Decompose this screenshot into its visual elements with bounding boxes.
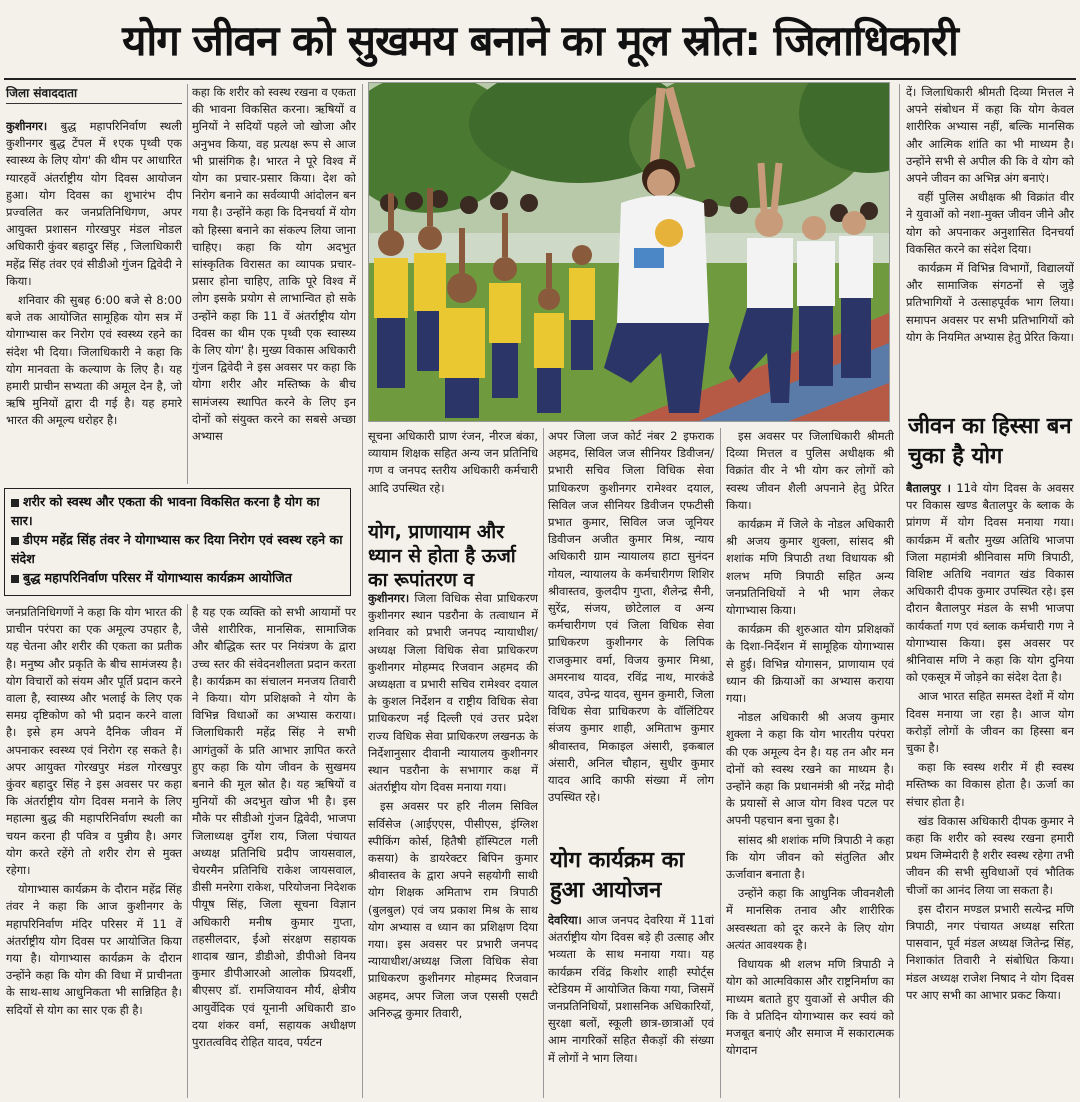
paragraph: खंड विकास अधिकारी दीपक कुमार ने कहा कि शरीर को स्वस्थ रखना हमारी प्रथम जिम्मेदारी है शरीर स्वस्थ रहेगा तभी जीवन की सभी सुविधाओं एवं भौतिक चीजों का आनंद लिया जा सकता है। bbox=[906, 813, 1074, 897]
paragraph-text: आज जनपद देवरिया में 11वां अंतर्राष्ट्रीय योग दिवस बड़े ही उत्साह और भव्यता के साथ मनाया गया। यह कार्यक्रम रविंद्र किशोर शाही स्पोर्ट्स स्टेडियम में आयोजित किया गया, जिसमें जनप्रतिनिधियों, प्रशासनिक अधिकारियों, सुरक्षा बलों, स्कूली छात्र-छात्राओं एवं आम नागरिकों सहित सैकड़ों की संख्या में लोगों ने भाग लिया। bbox=[548, 913, 714, 1065]
paragraph: जनप्रतिनिधिगणों ने कहा कि योग भारत की प्राचीन परंपरा का एक अमूल्य उपहार है, यह चेतना और शरीर की एकता का प्रतीक है। मनुष्य और प्रकृति के बीच सामंजस्य है। योग विचारों को संयम और पूर्ति प्रदान करने वाला है, स्वास्थ्य और भलाई के लिए एक समग्र दृष्टिकोण को भी प्रदान करने वाला है। इसे हम अपने दैनिक जीवन में अपनाकर स्वस्थ्य एवं निरोग रह सकते है। अपर आयुक्त गोरखपुर मंडल गोरखपुर कुंवर बहादुर सिंह ने इस अवसर पर कहा कि अंतर्राष्ट्रीय योग दिवस मनाने के लिए महात्मा बुद्ध की महापरिनिर्वाण स्थली का चयन करना ही पवित्र व पुन्नीय है। अगर योग करते रहेंगे तो शरीर रोग से मुक्त रहेगा। bbox=[6, 605, 182, 878]
paragraph bbox=[368, 590, 538, 796]
headline: योग जीवन को सुखमय बनाने का मूल स्रोत: जिलाधिकारी bbox=[122, 15, 958, 65]
subhead-pranayam: योग, प्राणायाम और ध्यान से होता है ऊर्जा का रूपांतरण व bbox=[368, 521, 516, 591]
dateline: कुशीनगर। bbox=[6, 119, 48, 133]
paragraph: इस अवसर पर जिलाधिकारी श्रीमती दिव्या मित्तल व पुलिस अधीक्षक श्री विक्रांत वीर ने भी योग कर लोगों को स्वस्थ जीवन शैली अपनाने हेतु प्रेरित किया। bbox=[726, 429, 894, 512]
paragraph: कहा कि शरीर को स्वस्थ रखना व एकता की भावना विकसित करना। ऋषियों व मुनियों ने सदियों पहले जो खोजा और अनुभव किया, वह प्रत्यक्ष रूप से आज भी प्रासंगिक है। भारत ने पूरे विश्व में योग का प्रचार-प्रसार किया। देश को निरोग बनाने का सर्वव्यापी आंदोलन बन गया है। उन्होंने कहा कि दिनचर्या में योग को हिस्सा बनाने का संकल्प लिया जाना चाहिए। कहा कि योग अदभुत सांस्कृतिक विरासत का व्यापक प्रचार-प्रसार होना चाहिए, ताकि पूरे विश्व में लोग इसके प्रयोग से लाभान्वित हो सके उन्होंने कहा कि 11 वें अंतर्राष्ट्रीय योग दिवस का थीम एक पृथ्वी एक स्वास्थ्य के लिए योग' है। मुख्य विकास अधिकारी गुंजन द्विवेदी ने इस अवसर पर कहा कि योगा शरीर और मस्तिष्क के बीच सामंजस्य स्थापित करने के लिए इन दोनों को संयुक्त करने का सबसे अच्छा अभ्यास bbox=[192, 85, 356, 444]
column-rule bbox=[899, 84, 900, 1098]
paragraph: आज भारत सहित समस्त देशों में योग दिवस मनाया जा रहा है। आज योग करोड़ों लोगों के जीवन का हिस्सा बन चुका है। bbox=[906, 689, 1074, 756]
paragraph: अपर जिला जज कोर्ट नंबर 2 इफराक अहमद, सिविल जज सीनियर डिवीजन/ प्रभारी सचिव जिला विधिक सेवा प्राधिकरण कुशीनगर रामेश्वर दयाल, सिविल जज सीनियर डिवीजन एफटीसी प्रभात कुमार, सिविल जज जूनियर डिवीजन अजीत कुमार मिश्र, न्याय अधिकारी ग्राम न्यायालय हाटा सुनंदन गोयल, न्यायालय के कर्मचारीगण शिशिर श्रीवास्तव, कुलदीप गुप्ता, शैलेन्द्र सैनी, सुरेंद्र, संजय, छोटेलाल व अन्य कर्मचारीगण एवं जिला विधिक सेवा प्राधिकरण कुशीनगर के लिपिक राजकुमार वर्मा, विजय कुमार मिश्रा, अमरनाथ यादव, रविंद्र नाथ, मारकंडे यादव, उपेन्द्र यादव, सुमन कुमारी, जिला विधिक सेवा प्राधिकरण के वॉलिंटियर संजय कुमार शाही, अमिताभ कुमार श्रीवास्तव, मिकाइल अंसारी, इकबाल अंसारी, अनिल चौहान, सुधीर कुमार यादव आदि काफी संख्या में लोग उपस्थित रहे। bbox=[548, 429, 714, 805]
paragraph: नोडल अधिकारी श्री अजय कुमार शुक्ला ने कहा कि योग भारतीय परंपरा की एक अमूल्य देन है। यह तन और मन दोनों को स्वस्थ रखने का माध्यम है। उन्होंने कहा कि प्रधानमंत्री श्री नरेंद्र मोदी के प्रयासों से आज योग विश्व पटल पर अपनी पहचान बना चुका है। bbox=[726, 710, 894, 828]
paragraph: है यह एक व्यक्ति को सभी आयामों पर जैसे शारीरिक, मानसिक, सामाजिक और बौद्धिक स्तर पर नियंत्रण के द्वारा उच्च स्तर की संवेदनशीलता प्रदान करता है। कार्यक्रम का संचालन मनजय तिवारी ने किया। योग प्रशिक्षको ने योग के विभिन्न विधाओं का अभ्यास कराया। जिलाधिकारी महेंद्र सिंह ने सभी आगंतुकों के प्रति आभार ज्ञापित करते हुए कहा कि योग जीवन के सुखमय बनाने की मूल स्रोत है। यह ऋषियों व मुनियों की अदभुत खोज भी है। इस मौके पर सीडीओ गुंजन द्विवेदी, भाजपा जिलाध्यक्ष दुर्गेश राय, जिला पंचायत अध्यक्ष प्रतिनिधि प्रदीप जायसवाल, चेयरमैन प्रतिनिधि राकेश जायसवाल, डीसी मनरेगा राकेश, परियोजना निदेशक पीयूष सिंह, जिला सूचना विज्ञान अधिकारी मनीष कुमार गुप्ता, तहसीलदार, ईओ संरक्षण सहायक शादाब खान, डीडीओ, डीपीओ विनय कुमार डीपीआरओ आलोक प्रियदर्शी, बीएसए डॉ. रामजियावन मौर्य, क्षेत्रीय आयुर्वेदिक एवं यूनानी अधिकारी डा० दया शंकर वर्मा, सहायक अधीक्षण पुरातत्वविद रोहित यादव, पर्यटन bbox=[192, 605, 356, 1050]
column-rule bbox=[543, 428, 544, 1098]
highlight-text: शरीर को स्वस्थ और एकता की भावना विकसित करना है योग का सार। bbox=[11, 494, 320, 528]
paragraph: इस दौरान मण्डल प्रभारी सत्येन्द्र मणि त्रिपाठी, नगर पंचायत अध्यक्ष सरिता पासवान, पूर्व मंडल अध्यक्ष जितेन्द्र सिंह, निशाकांत तिवारी ने संबोधित किया। मंडल अध्यक्ष राजेश निषाद ने योग दिवस पर आए सभी का आभार प्रकट किया। bbox=[906, 901, 1074, 1002]
yoga-photo-illustration bbox=[369, 83, 889, 421]
paragraph: विधायक श्री शलभ मणि त्रिपाठी ने योग को आत्मविकास और राष्ट्रनिर्माण का माध्यम बताते हुए युवाओं से अपील की कि वे प्रतिदिन योगाभ्यास कर स्वयं को मजबूत बनाएं और समाज में सकारात्मक योगदान bbox=[726, 957, 894, 1058]
highlight-text: डीएम महेंद्र सिंह तंवर ने योगाभ्यास कर दिया निरोग एवं स्वस्थ रहने का संदेश bbox=[11, 532, 343, 566]
paragraph-text: शनिवार की सुबह 6:00 बजे से 8:00 बजे तक आयोजित सामूहिक योग सत्र में योगाभ्यास कर निरोग एवं स्वस्थ्य रहने का संदेश भी दिया। जिलाधिकारी ने कहा कि योग मानवता के कल्याण के लिए है। यह हमारी प्राचीन सभ्यता की अमूल देन है, जो ऋषि मुनियों द्वारा दी गई है। यह हमारे भारत की अमूल्य धरोहर है। bbox=[6, 293, 182, 428]
highlight-item bbox=[11, 492, 344, 530]
column-5 bbox=[726, 428, 894, 1098]
column-rule bbox=[187, 84, 188, 484]
paragraph-text: बुद्ध महापरिनिर्वाण स्थली कुशीनगर बुद्ध टेंपल में १एक पृथ्वी एक स्वास्थ्य के लिए योग' की थीम पर आधारित ग्यारहवें अंतर्राष्ट्रीय योग दिवस आयोजन हुआ। योग दिवस का शुभारंभ दीप प्रज्वलित कर जनप्रतिनिधिगण, अपर आयुक्त प्रशासन गोरखपुर मंडल नोडल अधिकारी कुंवर बहादुर सिंह , जिलाधिकारी महेंद्र सिंह तंवर एवं सीडीओ गुंजन द्विवेदी ने किया। bbox=[6, 119, 182, 288]
column-rule bbox=[720, 428, 721, 1098]
column-4-body bbox=[548, 912, 714, 1098]
paragraph: कार्यक्रम की शुरुआत योग प्रशिक्षकों के दिशा-निर्देशन में सामूहिक योगाभ्यास से हुई। विभिन्न योगासन, प्राणायाम एवं ध्यान की क्रियाओं का अभ्यास कराया गया। bbox=[726, 622, 894, 706]
column-rule bbox=[187, 604, 188, 1098]
paragraph: कार्यक्रम में विभिन्न विभागों, विद्यालयों और सामाजिक संगठनों से जुड़े प्रतिभागियों ने उत्साहपूर्वक भाग लिया। समापन अवसर पर सभी प्रतिभागियों को योग के नियमित अभ्यास हेतु प्रेरित किया। bbox=[906, 261, 1074, 344]
paragraph: दें। जिलाधिकारी श्रीमती दिव्या मित्तल ने अपने संबोधन में कहा कि योग केवल शारीरिक अभ्यास नहीं, बल्कि मानसिक और आत्मिक शांति का भी माध्यम है। उन्होंने सभी से अपील की कि वे योग को अपने जीवन का अभिन्न अंग बनाएं। bbox=[906, 85, 1074, 186]
highlights-box bbox=[4, 488, 351, 596]
subhead-yoga-program: योग कार्यक्रम का हुआ आयोजन bbox=[550, 848, 685, 903]
column-6-body bbox=[906, 480, 1074, 1098]
paragraph bbox=[906, 480, 1074, 686]
paragraph bbox=[368, 798, 538, 1022]
dateline: देवरिया। bbox=[548, 913, 582, 927]
column-rule bbox=[362, 84, 363, 1098]
column-4-top bbox=[548, 428, 714, 842]
paragraph: सांसद श्री शशांक मणि त्रिपाठी ने कहा कि योग जीवन को संतुलित और ऊर्जावान बनाता है। bbox=[726, 832, 894, 882]
paragraph: कार्यक्रम में जिले के नोडल अधिकारी श्री अजय कुमार शुक्ला, सांसद श्री शशांक मणि त्रिपाठी तथा विधायक श्री शलभ मणि त्रिपाठी सहित अन्य जनप्रतिनिधियों ने भी भाग लेकर योगाभ्यास किया। bbox=[726, 517, 894, 618]
highlight-text: बुद्ध महापरिनिर्वाण परिसर में योगाभ्यास कार्यक्रम आयोजित bbox=[23, 570, 292, 585]
paragraph: कहा कि स्वस्थ शरीर में ही स्वस्थ मस्तिष्क का विकास होता है। ऊर्जा का संचार होता है। bbox=[906, 760, 1074, 809]
bullet-icon bbox=[11, 499, 19, 507]
subhead-part-of-life: जीवन का हिस्सा बन चुका है योग bbox=[908, 414, 1072, 469]
bullet-icon bbox=[11, 575, 19, 583]
column-1-top bbox=[6, 118, 182, 484]
dateline: बैतालपुर । bbox=[906, 481, 951, 495]
headline-rule bbox=[4, 78, 1076, 80]
dateline: कुशीनगर। bbox=[368, 591, 410, 605]
paragraph-text: 11वे योग दिवस के अवसर पर विकास खण्ड बैतालपुर के ब्लाक के प्रांगण में योग दिवस मनाया गया। कार्यक्रम में बतौर मुख्य अतिथि भाजपा जिला महामंत्री श्रीनिवास मणि त्रिपाठी, विशिष्ट अतिथि नवागत खंड विकास अधिकारी दीपक कुमार उपस्थित रहे। इस दौरान बैतालपुर मंडल के सभी भाजपा कार्यकर्ता गण एवं ब्लाक कर्मचारी गण ने योगाभ्यास किया। इस अवसर पर श्रीनिवास मणि ने कहा कि योग दुनिया को एकसूत्र में जोड़ने का संदेश देता है। bbox=[906, 481, 1074, 685]
column-6-top bbox=[906, 84, 1074, 402]
byline: जिला संवाददाता bbox=[6, 86, 182, 104]
highlight-item bbox=[11, 568, 344, 587]
paragraph: वहीं पुलिस अधीक्षक श्री विक्रांत वीर ने युवाओं को नशा-मुक्त जीवन जीने और योग को अपनाकर अनुशासित दिनचर्या विकसित करने का संदेश दिया। bbox=[906, 190, 1074, 256]
column-1-bottom bbox=[6, 604, 182, 1098]
paragraph-text: इस अवसर पर हरि नीलम सिविल सर्विसेज (आईएएस, पीसीएस, इंग्लिश स्पीकिंग कोर्स, हितैषी हॉस्पिटल गली कसया) के डायरेक्टर बिपिन कुमार श्रीवास्तव के द्वारा अपने सहयोगी साथी योग शिक्षक अमिताभ राम त्रिपाठी (बुलबुल) एवं जय प्रकाश मिश्र के साथ योग अभ्यास व ध्यान का प्रशिक्षण दिया गया। इस अवसर पर प्रभारी जनपद न्यायाधीश/अध्यक्ष जिला विधिक सेवा प्राधिकरण कुशीनगर मोहम्मद रिजवान अहमद, अपर जिला जज एससी एसटी अनिरुद्ध कुमार तिवारी, bbox=[368, 799, 538, 1020]
column-2-bottom bbox=[192, 604, 356, 1098]
column-2-top bbox=[192, 84, 356, 484]
paragraph bbox=[548, 912, 714, 1067]
paragraph-text: जिला विधिक सेवा प्राधिकरण कुशीनगर स्थान पडरौना के तत्वाधान में शनिवार को प्रभारी जनपद न्यायाधीश/अध्यक्ष जिला विधिक सेवा प्राधिकरण कुशीनगर मोहम्मद रिजवान अहमद की अध्यक्षता व प्रभारी सचिव रामेश्वर दयाल के कुशल निर्देशन व राष्ट्रीय विधिक सेवा प्राधिकरण नई दिल्ली एवं उत्तर प्रदेश राज्य विधिक सेवा प्राधिकरण लखनऊ के निर्देशानुसार दीवानी न्यायालय कुशीनगर स्थान पडरौना के सभागार कक्ष में अंतर्राष्ट्रीय योग दिवस मनाया गया। bbox=[368, 591, 538, 795]
paragraph bbox=[6, 118, 182, 290]
bullet-icon bbox=[11, 537, 19, 545]
paragraph: उन्होंने कहा कि आधुनिक जीवनशैली में मानसिक तनाव और शारीरिक अस्वस्थता को दूर करने के लिए योग अत्यंत आवश्यक है। bbox=[726, 886, 894, 952]
paragraph: योगाभ्यास कार्यक्रम के दौरान महेंद्र सिंह तंवर ने कहा कि आज कुशीनगर के महापरिनिर्वाण मंदिर परिसर में 11 वें अंतर्राष्ट्रीय योग दिवस पर आयोजित किया गया है। योगाभ्यास कार्यक्रम के दौरान उन्होंने कहा कि योग की विधा में प्राचीनता के साथ-साथ आधुनिकता भी सान्निहित है। सदियों से योग का सार एक ही है। bbox=[6, 882, 182, 1017]
paragraph bbox=[6, 292, 182, 430]
yoga-photo bbox=[368, 82, 890, 422]
highlight-item bbox=[11, 530, 344, 568]
column-3-body bbox=[368, 590, 538, 1098]
paragraph: सूचना अधिकारी प्राण रंजन, नीरज बंका, व्यायाम शिक्षक सहित अन्य जन प्रतिनिधि गण व जनपद स्तरीय अधिकारी कर्मचारी आदि उपस्थित रहे। bbox=[368, 429, 538, 495]
column-3-top bbox=[368, 428, 538, 520]
